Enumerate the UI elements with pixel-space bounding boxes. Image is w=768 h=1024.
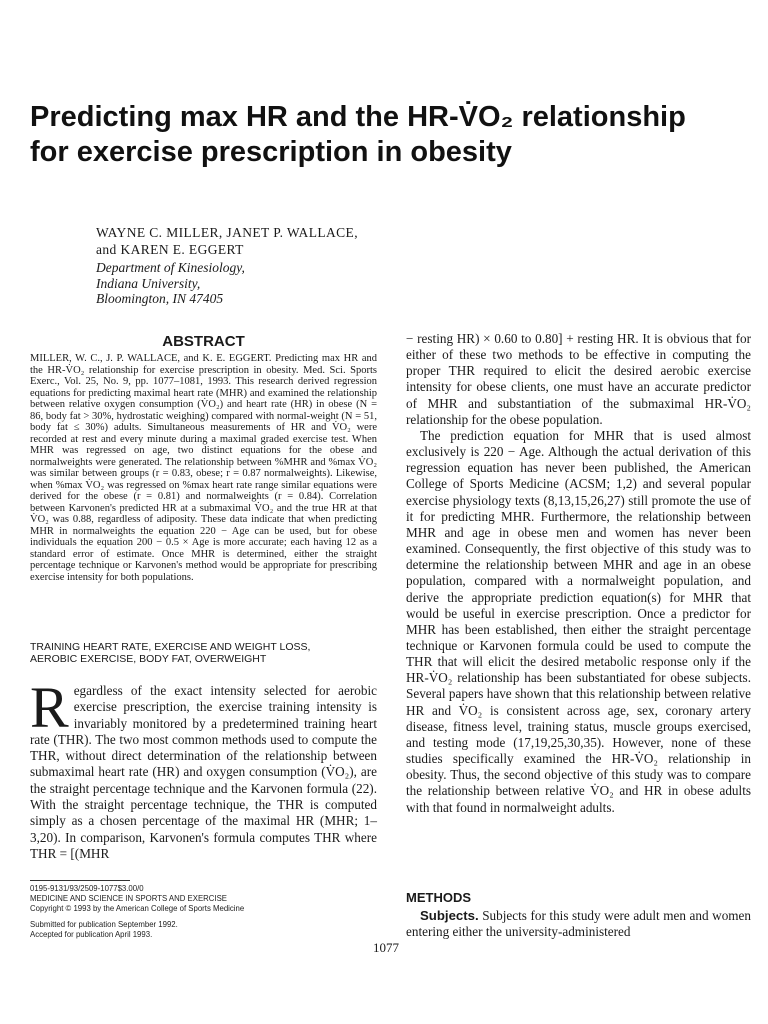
footnote-divider — [30, 880, 130, 881]
subjects-text: Subjects for this study were adult men and women entering either the university-administered — [406, 908, 751, 939]
introduction-text: egardless of the exact intensity selected for aerobic exercise prescription, the exercise training intensity is invariably monitored by a predetermined training heart rate (THR). The two most common methods used to compute the THR, without direct determination of the relationship between submaximal heart rate (HR) and oxygen consumption (V̇O₂), are the straight percentage technique and the Karvonen formula (22). With the straight percentage technique, the THR is computed simply as a chosen percentage of the maximal HR (MHR; 1–3,20). In comparison, Karvonen's formula computes THR where THR = [(MHR — [30, 683, 377, 861]
footnote-accepted: Accepted for publication April 1993. — [30, 930, 153, 939]
author-list — [96, 224, 656, 258]
affiliation-location: Bloomington, IN 47405 — [96, 291, 224, 306]
affiliation-university: Indiana University, — [96, 275, 201, 291]
page-number: 1077 — [373, 940, 399, 955]
authors-line-1: WAYNE C. MILLER, JANET P. WALLACE, — [96, 225, 358, 240]
footnote-journal: MEDICINE AND SCIENCE IN SPORTS AND EXERCISE — [30, 894, 227, 903]
affiliation — [96, 260, 496, 307]
right-paragraph-2: The prediction equation for MHR that is used almost exclusively is 220 − Age. Although the actual derivation of this regression equation has never been published, the American College of Sports Medicine (ACSM; 1,2) and several popular exercise physiology texts (8,13,15,26,27) still promote the use of it for predicting MHR. Furthermore, the relationship between MHR and age in obese men and women has never been examined. Consequently, the first objective of this study was to determine the relationship between MHR and age in an obese population, compared with a normalweight population, and derive the appropriate prediction equation(s) for MHR that would be useful in exercise prescription. Once a predictor for MHR has been established, then either the straight percentage technique or Karvonen formula could be used to compute the THR that will elicit the desired metabolic response only if the HR-V̇O₂ relationship has been substantiated for obese subjects. Several papers have shown that this relationship between relative HR and V̇O₂ is consistent across age, sex, coronary artery disease, fitness level, training status, muscle groups exercised, and testing mode (17,19,25,30,35). However, none of these studies specifically examined the HR-V̇O₂ relationship in obesity. Thus, the second objective of this study was to compare the relationship between relative V̇O₂ and HR in obese adults with that found in normalweight adults. — [406, 427, 751, 815]
keywords-line-2: AEROBIC EXERCISE, BODY FAT, OVERWEIGHT — [30, 653, 267, 665]
authors-line-2: and KAREN E. EGGERT — [96, 242, 244, 257]
footnote-code: 0195-9131/93/2509-1077$3.00/0 — [30, 884, 144, 893]
footnote-submitted: Submitted for publication September 1992. — [30, 920, 178, 929]
right-column — [406, 331, 751, 816]
right-paragraph-1: − resting HR) × 0.60 to 0.80] + resting HR. It is obvious that for either of these two methods to be effective in computing the proper THR required to elicit the desired aerobic exercise intensity for obese clients, one must have an accurate predictor of MHR and substantiation of the submaximal HR-V̇O₂ relationship for the obese population. — [406, 331, 751, 427]
affiliation-department: Department of Kinesiology, — [96, 260, 245, 275]
keywords-line-1: TRAINING HEART RATE, EXERCISE AND WEIGHT LOSS, — [30, 641, 311, 653]
article-title: Predicting max HR and the HR-V̇O₂ relationship for exercise prescription in obesity — [30, 101, 686, 168]
subjects-subheading: Subjects. — [420, 908, 479, 923]
drop-cap: R — [30, 675, 69, 740]
abstract-heading: ABSTRACT — [162, 333, 245, 350]
footnote-copyright: Copyright © 1993 by the American College of Sports Medicine — [30, 904, 245, 913]
methods-paragraph — [406, 908, 751, 940]
copyright-footnote — [30, 884, 377, 940]
keywords — [30, 641, 377, 665]
abstract-body: MILLER, W. C., J. P. WALLACE, and K. E. EGGERT. Predicting max HR and the HR-V̇O₂ relationship for exercise prescription in obesity. Med. Sci. Sports Exerc., Vol. 25, No. 9, pp. 1077–1081, 1993. This research derived regression equations for predicting maximal heart rate (MHR) and examined the relationship between relative oxygen consumption (V̇O₂) and heart rate (HR) in obese (N = 86, body fat > 30%, hydrostatic weighing) compared with normal-weight (N = 51, body fat ≤ 30%) adults. Simultaneous measurements of HR and V̇O₂ were recorded at rest and every minute during a maximal graded exercise test. When MHR was regressed on age, two distinct equations for the obese and normalweights were generated. The relationship between %MHR and %max V̇O₂ was similar between groups (r = 0.83, obese; r = 0.87 normalweights). Likewise, when %max V̇O₂ was regressed on %max heart rate range similar equations were derived for the obese (r = 0.81) and normalweights (r = 0.84). Correlation between Karvonen's predicted HR at a submaximal V̇O₂ and the true HR at that V̇O₂ was 0.88, regardless of adiposity. These data indicate that when predicting MHR in normalweights the equation 220 − Age can be used, but for obese individuals the equation 200 − 0.5 × Age is more accurate; each having 12 as a standard error of estimate. Once MHR is determined, either the straight percentage technique or Karvonen's method would be appropriate for prescribing exercise intensity for both populations. — [30, 353, 377, 583]
introduction-paragraph — [30, 675, 377, 862]
methods-heading: METHODS — [406, 890, 471, 905]
